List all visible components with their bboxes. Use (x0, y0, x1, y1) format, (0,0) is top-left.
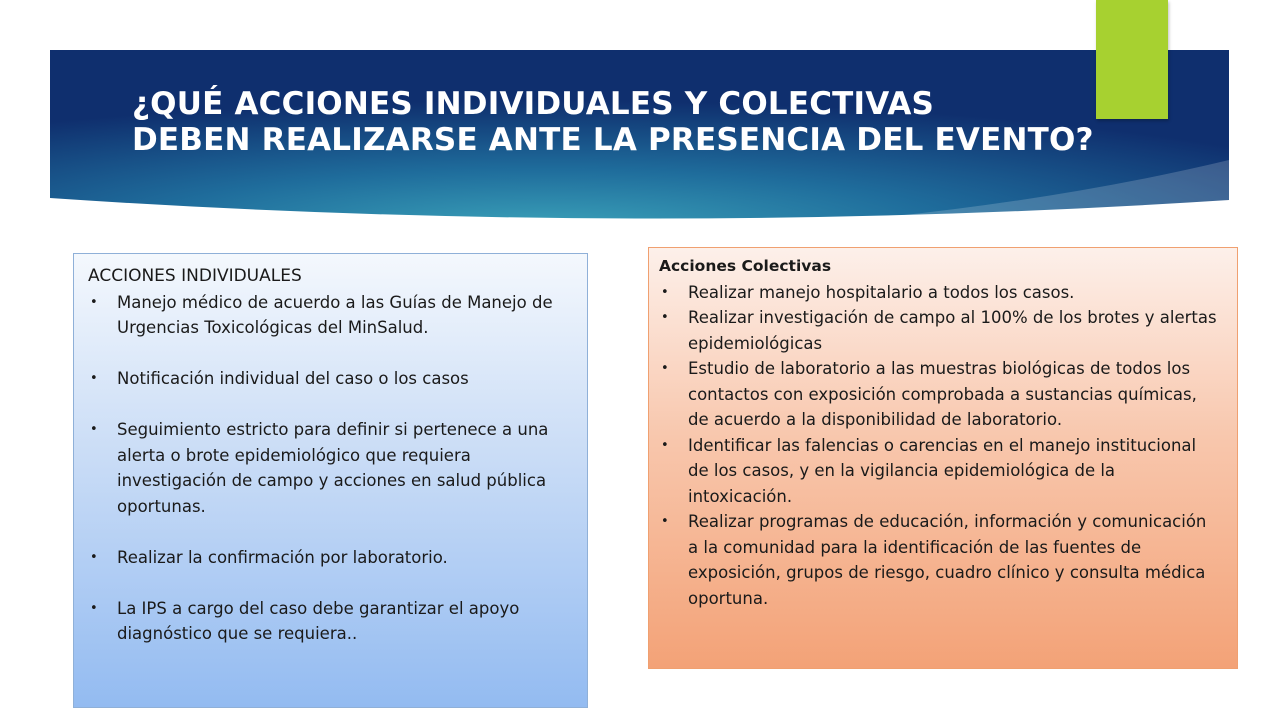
list-item: • La IPS a cargo del caso debe garantizar el apoyo diagnóstico que se requiera.. (88, 596, 567, 647)
list-item: • Realizar programas de educación, información y comunicación a la comunidad para la identificación de las fuentes de exposición, grupos de riesgo, cuadro clínico y consulta médica oportuna. (659, 509, 1221, 611)
list-item: • Notificación individual del caso o los casos (88, 366, 567, 392)
list-item: • Realizar investigación de campo al 100% de los brotes y alertas epidemiológicas (659, 305, 1221, 356)
list-item: • Manejo médico de acuerdo a las Guías de Manejo de Urgencias Toxicológicas del MinSalud. (88, 290, 567, 341)
list-item: • Estudio de laboratorio a las muestras biológicas de todos los contactos con exposición comprobada a sustancias químicas, de acuerdo a la disponibilidad de laboratorio. (659, 356, 1221, 433)
list-item: • Seguimiento estricto para definir si pertenece a una alerta o brote epidemiológico que requiera investigación de campo y acciones en salud pública oportunas. (88, 417, 567, 519)
individual-actions-list (88, 290, 567, 647)
list-item: • Identificar las falencias o carencias en el manejo institucional de los casos, y en la vigilancia epidemiológica de la intoxicación. (659, 433, 1221, 510)
slide-title (132, 86, 1112, 158)
collective-actions-heading: Acciones Colectivas (659, 257, 832, 275)
title-line-2: DEBEN REALIZARSE ANTE LA PRESENCIA DEL EVENTO? (132, 122, 1094, 158)
collective-actions-list (659, 280, 1221, 612)
individual-actions-box (73, 253, 588, 708)
collective-actions-box (648, 247, 1238, 669)
list-item: • Realizar manejo hospitalario a todos los casos. (659, 280, 1221, 306)
list-item: • Realizar la confirmación por laboratorio. (88, 545, 567, 571)
title-line-1: ¿QUÉ ACCIONES INDIVIDUALES Y COLECTIVAS (132, 86, 935, 122)
individual-actions-heading: ACCIONES INDIVIDUALES (88, 266, 302, 286)
